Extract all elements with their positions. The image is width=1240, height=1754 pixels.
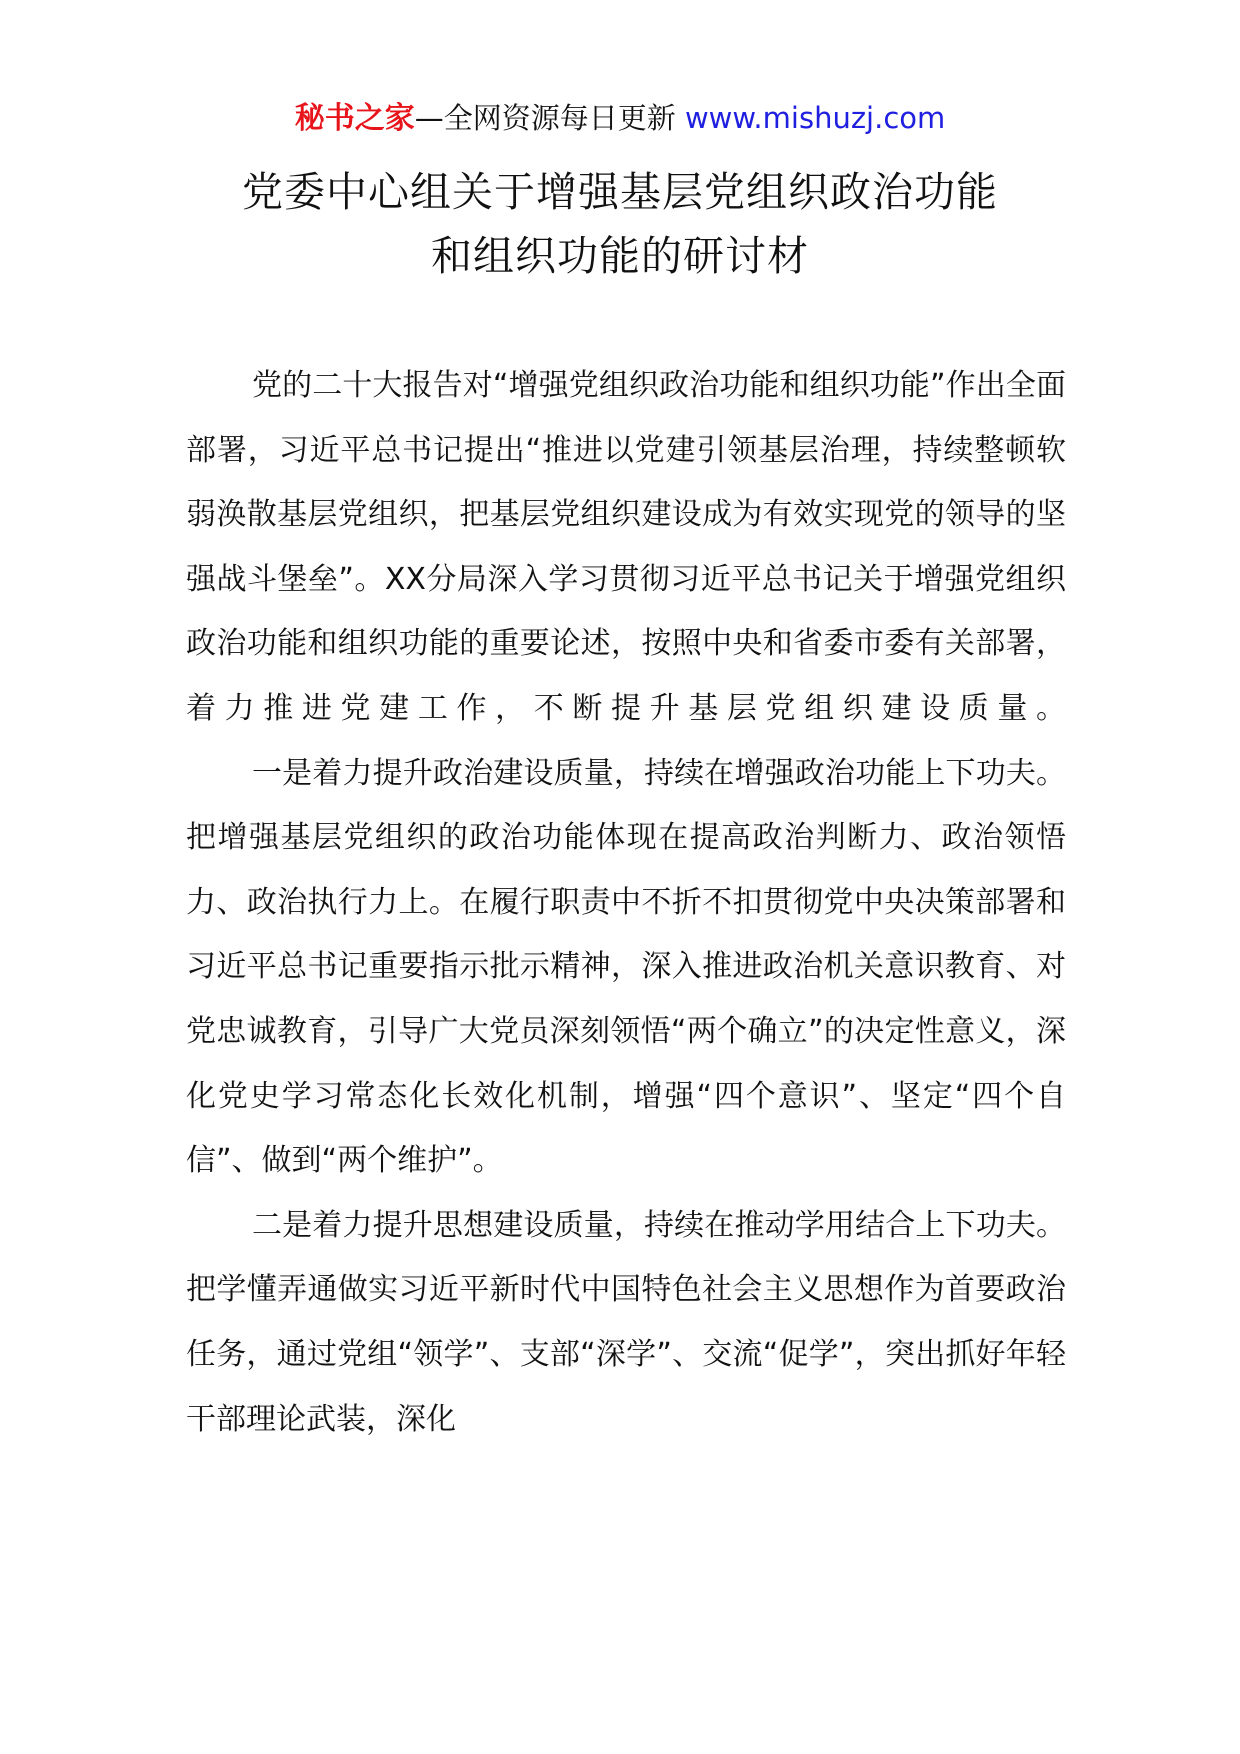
paragraph-ideological-construction: 二是着力提升思想建设质量，持续在推动学用结合上下功夫。把学懂弄通做实习近平新时代中国特色社会主义思想作为首要政治任务，通过党组“领学”、支部“深学”、交流“促学”，突出抓好年轻干部理论武装，深化 <box>186 1207 1066 1437</box>
paragraph-political-construction: 一是着力提升政治建设质量，持续在增强政治功能上下功夫。把增强基层党组织的政治功能体现在提高政治判断力、政治领悟力、政治执行力上。在履行职责中不折不扣贯彻党中央决策部署和习近平总书记重要指示批示精神，深入推进政治机关意识教育、对党忠诚教育，引导广大党员深刻领悟“两个确立”的决定性意义，深化党史学习常态化长效化机制，增强“四个意识”、坚定“四个自信”、做到“两个维护”。 <box>186 755 1066 1179</box>
document-title <box>150 160 1090 288</box>
document-title-line-1: 党委中心组关于增强基层党组织政治功能 <box>242 168 998 216</box>
document-body <box>186 354 1066 1452</box>
paragraph-intro: 党的二十大报告对“增强党组织政治功能和组织功能”作出全面部署，习近平总书记提出“推进以党建引领基层治理，持续整顿软弱涣散基层党组织，把基层党组织建设成为有效实现党的领导的坚强战斗堡垒”。XX分局深入学习贯彻习近平总书记关于增强党组织政治功能和组织功能的重要论述，按照中央和省委市委有关部署，着力推进党建工作，不断提升基层党组织建设质量。 <box>186 368 1066 726</box>
site-url-link[interactable]: www.mishuzj.com <box>684 101 946 135</box>
site-brand: 秘书之家 <box>294 101 415 136</box>
site-tagline: —全网资源每日更新 <box>414 101 685 135</box>
document-title-line-2: 和组织功能的研讨材 <box>431 232 809 280</box>
site-header <box>0 98 1240 139</box>
